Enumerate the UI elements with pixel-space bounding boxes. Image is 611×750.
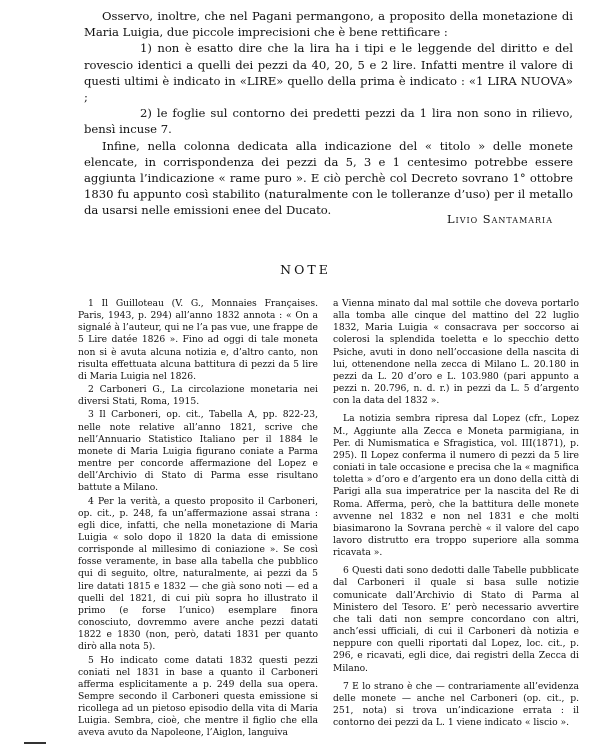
note-2: 2 Carboneri G., La circolazione monetaria nei diversi Stati, Roma, 1915. <box>78 384 318 408</box>
note-5: 5 Ho indicato come datati 1832 questi pezzi coniati nel 1831 in base a quanto il Carboneri afferma esplicitamente a p. 249 della sua opera. Sempre secondo il Carboneri questa emissione si ricollega ad un pietoso episodio della vita di Maria Luigia. Sembra, cioè, che mentre il figlio che ella aveva avuto da Napoleone, l’Aiglon, languiva <box>78 654 318 739</box>
note-3: 3 Il Carboneri, op. cit., Tabella A, pp. 822-23, nelle note relative all’anno 1821, scrive che nell’Annuario Statistico Italiano per il 1884 le monete di Maria Luigia figurano coniate a Parma mentre per concorde affermazione del Lopez e dell’Archivio di Stato di Parma esse risultano battute a Milano. <box>78 409 318 494</box>
page-edge-mark <box>24 742 46 744</box>
paragraph-4: Infine, nella colonna dedicata alla indicazione del « titolo » delle monete elencate, in corrispondenza dei pezzi da 5, 3 e 1 centesimo potrebbe essere aggiunta l’indicazione « rame puro ». E ciò perchè col Decreto sovrano 1° ottobre 1830 fu appunto così stabilito (naturalmente con le tolleranze d’uso) per il metallo da usarsi nelle emissioni enee del Ducato. <box>84 138 573 218</box>
note-6: 6 Questi dati sono dedotti dalle Tabelle pubblicate dal Carboneri il quale si basa sulle notizie comunicate dall’Archivio di Stato di Parma al Ministero del Tesoro. E’ però necessario avvertire che tali dati non sempre concordano con altri, anch’essi ufficiali, di cui il Carboneri dà notizia e neppure con quelli riportati dal Lopez, loc. cit., p. 296, e ricavati, egli dice, dai registri della Zecca di Milano. <box>333 565 579 674</box>
paragraph-3: 2) le foglie sul contorno dei predetti pezzi da 1 lira non sono in rilievo, bensì incuse 7. <box>84 106 573 137</box>
paragraph-2: 1) non è esatto dire che la lira ha i tipi e le leggende del diritto e del rovescio identici a quelli dei pezzi da 40, 20, 5 e 2 lire. Infatti mentre il valore di questi ultimi è indicato in «LIRE» quello della prima è indicato : «1 LIRA NUOVA» ; <box>84 41 573 105</box>
note-7: 7 E lo strano è che — contrariamente all’evidenza delle monete — anche nel Carboneri (op. cit., p. 251, nota) si trova un’indicazione errata : il contorno dei pezzi da L. 1 viene indicato « liscio ». <box>333 680 579 729</box>
paragraph-1: Osservo, inoltre, che nel Pagani permangono, a proposito della monetazione di Maria Luigia, due piccole imprecisioni che è bene rettificare : <box>84 9 573 40</box>
notes-right-column <box>333 298 579 730</box>
note-5-paragraph-2: La notizia sembra ripresa dal Lopez (cfr., Lopez M., Aggiunte alla Zecca e Moneta parmigiana, in Per. di Numismatica e Sfragistica, vol. III(1871), p. 295). Il Lopez conferma il numero di pezzi da 5 lire coniati in tale occasione e precisa che la « magnifica toletta » d’oro e d’argento era un dono della città di Parigi alla sua imperatrice per la nascita del Re di Roma. Afferma, però, che la battitura delle monete avvenne nel 1832 e non nel 1831 e che molti biasimarono la Sovrana perchè « il valore del capo lavoro distrutto era troppo superiore alla somma ricavata ». <box>333 413 579 559</box>
note-4: 4 Per la verità, a questo proposito il Carboneri, op. cit., p. 248, fa un’affermazione assai strana : egli dice, infatti, che nella monetazione di Maria Luigia « solo dopo il 1820 la data di emissione corrisponde al millesimo di coniazione ». Se così fosse veramente, in base alla tabella che pubblico qui di seguito, oltre, naturalmente, ai pezzi da 5 lire datati 1815 e 1832 — che già sono noti — ed a quelli del 1821, di cui più sopra ho illustrato il primo (e forse l’unico) esemplare finora conosciuto, dovremmo avere anche pezzi datati 1822 e 1830 (non, però, datati 1831 per quanto dirò alla nota 5). <box>78 495 318 653</box>
notes-left-column <box>78 298 318 741</box>
author-signature: Livio Santamaria <box>446 212 553 226</box>
note-5-continued: a Vienna minato dal mal sottile che doveva portarlo alla tomba alle cinque del mattino del 22 luglio 1832, Maria Luigia « consacrava per soccorso ai colerosi la splendida toeletta e lo specchio detto Psiche, avuti in dono nell’occasione della nascita di lui, ottenendone nella zecca di Milano L. 20.180 in pezzi da L. 20 d’oro e L. 103.980 (pari appunto a pezzi n. 20.796, n. d. r.) in pezzi da L. 5 d’argento con la data del 1832 ». <box>333 298 579 407</box>
main-text <box>84 8 573 219</box>
notes-title: NOTE <box>280 262 331 277</box>
note-1: 1 Il Guilloteau (V. G., Monnaies Françaises. Paris, 1943, p. 294) all’anno 1832 annota : « On a signalé à l’auteur, qui ne l’a pas vue, une frappe de 5 Lire datée 1826 ». Fino ad oggi di tale moneta non si è avuta alcuna notizia e, d’altro canto, non risulta effettuata alcuna battitura di pezzi da 5 lire di Maria Luigia nel 1826. <box>78 298 318 382</box>
